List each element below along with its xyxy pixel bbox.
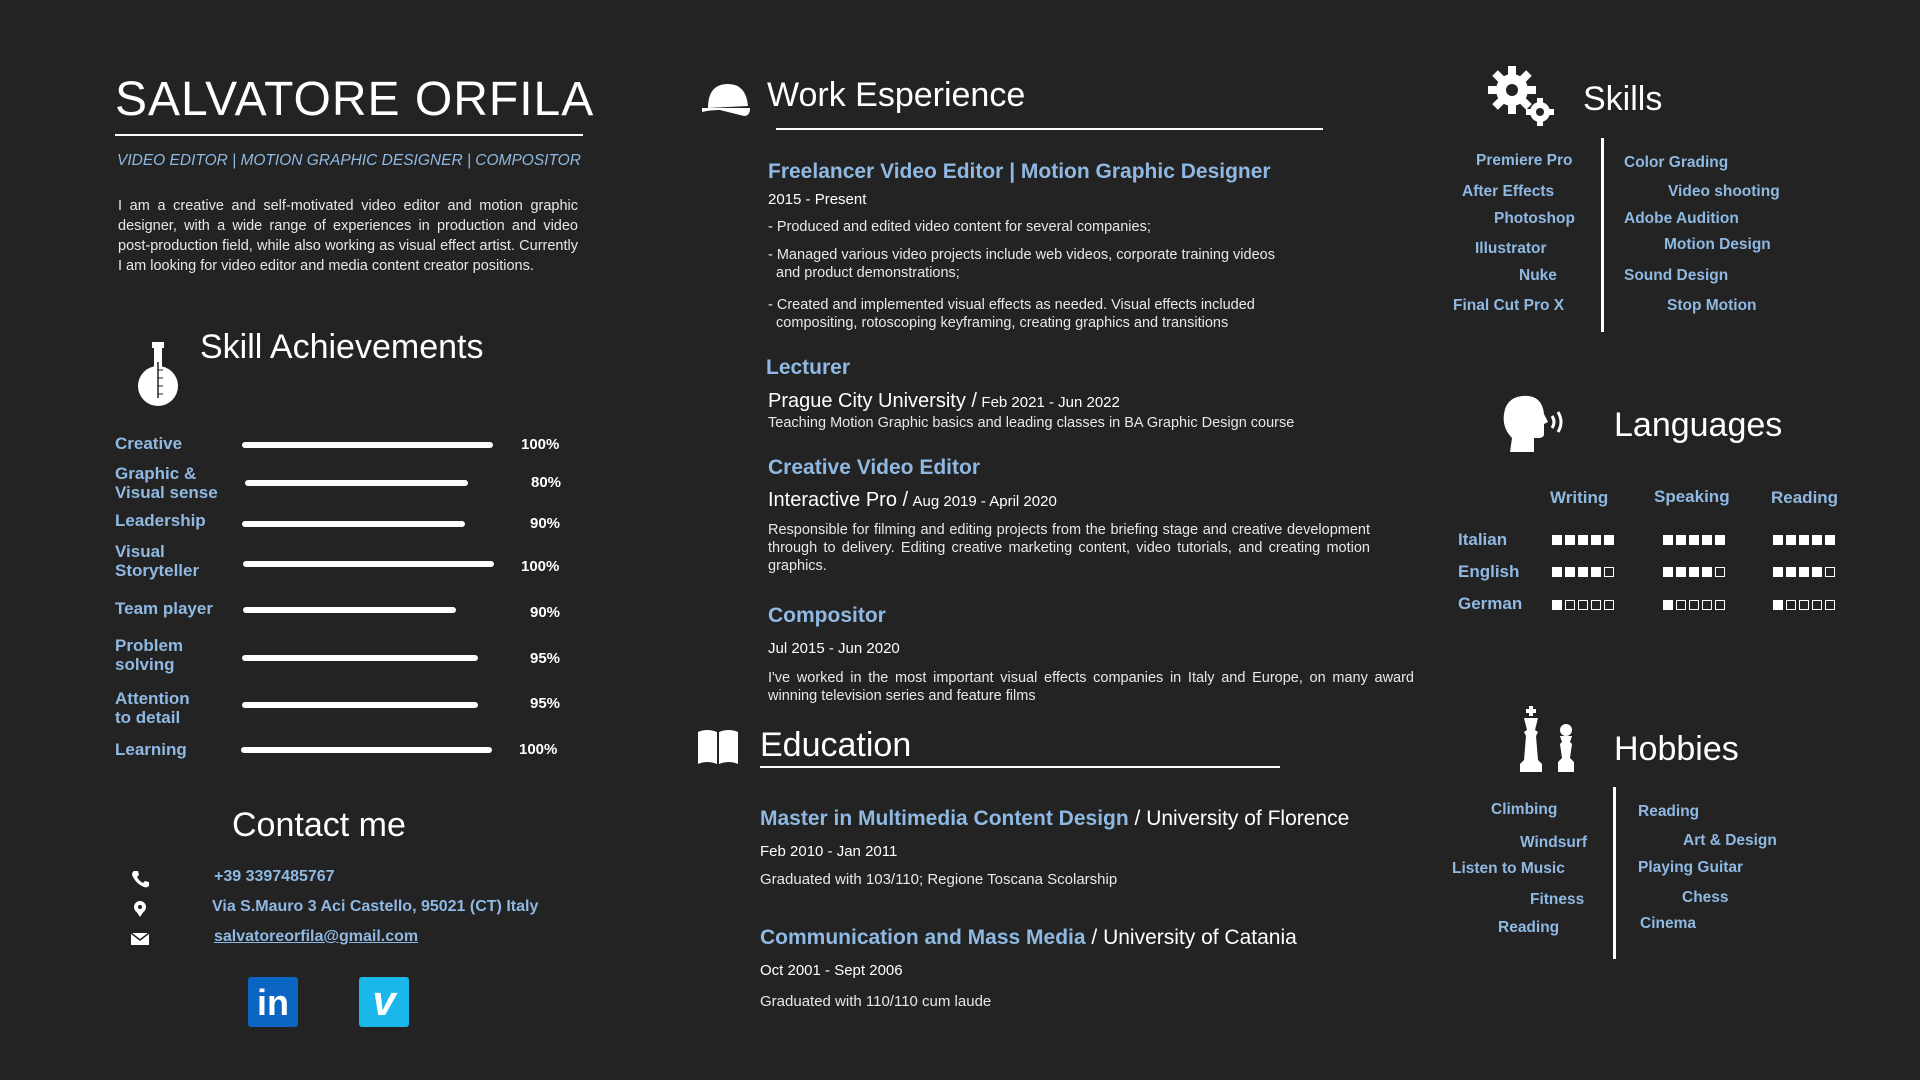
level-square: [1663, 600, 1673, 610]
job-title: Compositor: [768, 604, 886, 627]
skill-achievement-bar: [242, 442, 493, 448]
level-square: [1565, 535, 1575, 545]
chess-pieces-icon: [1516, 706, 1584, 774]
location-pin-icon: [130, 900, 150, 918]
job-org-line: [768, 390, 1120, 413]
level-square: [1812, 600, 1822, 610]
skill-achievement-label: Attention to detail: [115, 689, 190, 727]
education-note: Graduated with 103/110; Regione Toscana Scolarship: [760, 871, 1118, 888]
skill-achievement-label: Graphic & Visual sense: [115, 464, 218, 502]
skill-item: Adobe Audition: [1624, 210, 1739, 227]
skill-achievement-label: Creative: [115, 434, 183, 453]
level-square: [1676, 567, 1686, 577]
level-square: [1825, 567, 1835, 577]
hobby-item: Chess: [1682, 889, 1729, 906]
job-date: 2015 - Present: [768, 191, 867, 208]
skill-item: Premiere Pro: [1476, 152, 1573, 169]
address-text: Via S.Mauro 3 Aci Castello, 95021 (CT) Italy: [212, 898, 539, 915]
language-level-indicator: [1663, 600, 1725, 610]
resume-name: SALVATORE ORFILA: [115, 73, 595, 126]
hobby-item: Playing Guitar: [1638, 859, 1744, 876]
hobby-item: Fitness: [1530, 891, 1585, 908]
skill-achievement-label: Team player: [115, 599, 213, 618]
level-square: [1812, 535, 1822, 545]
level-square: [1578, 600, 1588, 610]
education-underline: [760, 766, 1280, 768]
job-date: Aug 2019 - April 2020: [912, 493, 1057, 510]
languages-title: Languages: [1614, 406, 1783, 444]
level-square: [1676, 600, 1686, 610]
skill-achievement-label: Problem solving: [115, 636, 184, 674]
level-square: [1676, 535, 1686, 545]
language-name: German: [1458, 594, 1523, 613]
job-org-line: [768, 489, 1057, 512]
hobby-item: Reading: [1498, 919, 1560, 936]
education-title: Education: [760, 726, 912, 764]
hobby-item: Listen to Music: [1452, 860, 1565, 877]
language-column-header: Speaking: [1654, 487, 1730, 506]
skill-achievement-percent: 100%: [521, 436, 560, 453]
skill-achievement-percent: 90%: [530, 604, 561, 621]
skill-achievement-percent: 100%: [521, 558, 560, 575]
level-square: [1578, 567, 1588, 577]
degree-name: Master in Multimedia Content Design: [760, 807, 1129, 830]
skill-item: Stop Motion: [1667, 297, 1757, 314]
hard-hat-icon: [700, 78, 752, 120]
skill-item: Motion Design: [1664, 236, 1771, 253]
skills-divider: [1601, 138, 1604, 332]
hobbies-title: Hobbies: [1614, 730, 1739, 768]
bio-paragraph: I am a creative and self-motivated video editor and motion graphic designer, with a wide range of experiences in production and video post-production field, while also working as visual effect artist. Currently I am looking for video editor and media content creator positions.: [118, 198, 578, 274]
level-square: [1773, 567, 1783, 577]
skill-achievement-bar: [243, 607, 456, 613]
hobby-item: Cinema: [1640, 915, 1696, 932]
job-organization: Interactive Pro /: [768, 489, 909, 511]
skill-achievement-percent: 80%: [531, 474, 562, 491]
level-square: [1565, 567, 1575, 577]
level-square: [1591, 600, 1601, 610]
level-square: [1591, 535, 1601, 545]
skill-achievement-label: Leadership: [115, 511, 206, 530]
skill-achievement-bar: [245, 480, 468, 486]
level-square: [1715, 567, 1725, 577]
skill-item: Video shooting: [1668, 183, 1780, 200]
level-square: [1663, 535, 1673, 545]
language-level-indicator: [1773, 600, 1835, 610]
level-square: [1604, 535, 1614, 545]
degree-name: Communication and Mass Media: [760, 926, 1086, 949]
level-square: [1715, 600, 1725, 610]
flask-icon: [136, 342, 180, 406]
job-organization: Prague City University /: [768, 390, 977, 412]
level-square: [1565, 600, 1575, 610]
hobby-item: Reading: [1638, 803, 1700, 820]
level-square: [1689, 535, 1699, 545]
level-square: [1604, 567, 1614, 577]
hobby-item: Climbing: [1491, 801, 1558, 818]
level-square: [1812, 567, 1822, 577]
skill-item: Color Grading: [1624, 154, 1729, 171]
school-name: / University of Florence: [1128, 807, 1350, 830]
job-date: Jul 2015 - Jun 2020: [768, 640, 900, 657]
language-level-indicator: [1663, 535, 1725, 545]
skill-achievement-percent: 95%: [530, 650, 561, 667]
skill-achievement-percent: 90%: [530, 515, 561, 532]
level-square: [1715, 535, 1725, 545]
level-square: [1799, 600, 1809, 610]
job-description: Teaching Motion Graphic basics and leading classes in BA Graphic Design course: [768, 415, 1295, 431]
hobby-item: Windsurf: [1520, 834, 1588, 851]
language-level-indicator: [1552, 535, 1614, 545]
level-square: [1604, 600, 1614, 610]
level-square: [1773, 600, 1783, 610]
level-square: [1578, 535, 1588, 545]
linkedin-icon[interactable]: in: [248, 977, 298, 1027]
skill-item: Illustrator: [1475, 240, 1547, 257]
language-level-indicator: [1773, 567, 1835, 577]
education-date: Oct 2001 - Sept 2006: [760, 962, 903, 979]
level-square: [1825, 600, 1835, 610]
language-level-indicator: [1663, 567, 1725, 577]
skill-achievement-label: Visual Storyteller: [115, 542, 200, 580]
skill-achievement-bar: [241, 747, 492, 753]
job-date: Feb 2021 - Jun 2022: [981, 394, 1120, 411]
job-bullet: - Produced and edited video content for several companies;: [768, 219, 1151, 235]
skill-item: Final Cut Pro X: [1453, 297, 1565, 314]
education-note: Graduated with 110/110 cum laude: [760, 993, 992, 1010]
education-entry: [760, 926, 1297, 950]
level-square: [1552, 535, 1562, 545]
language-level-indicator: [1552, 600, 1614, 610]
contact-title: Contact me: [232, 806, 406, 844]
level-square: [1702, 600, 1712, 610]
level-square: [1663, 567, 1673, 577]
skill-item: Photoshop: [1494, 210, 1575, 227]
open-book-icon: [696, 726, 740, 766]
resume-subtitle: VIDEO EDITOR | MOTION GRAPHIC DESIGNER | COMPOSITOR: [117, 152, 581, 169]
skill-achievement-percent: 100%: [519, 741, 558, 758]
language-name: English: [1458, 562, 1520, 581]
vimeo-icon[interactable]: v: [359, 977, 409, 1027]
level-square: [1799, 567, 1809, 577]
skill-achievement-bar: [242, 655, 478, 661]
job-bullet: - Created and implemented visual effects as needed. Visual effects included compositing, rotoscoping keyframing, creating graphics and transitions: [768, 297, 1255, 331]
skill-achievement-bar: [242, 521, 465, 527]
language-name: Italian: [1458, 530, 1508, 549]
level-square: [1689, 567, 1699, 577]
skill-achievements-title: Skill Achievements: [200, 328, 484, 366]
skills-title: Skills: [1583, 80, 1663, 118]
school-name: / University of Catania: [1085, 926, 1297, 949]
skill-item: After Effects: [1462, 183, 1555, 200]
level-square: [1825, 535, 1835, 545]
level-square: [1786, 600, 1796, 610]
skill-achievement-bar: [243, 561, 494, 567]
email-link[interactable]: salvatoreorfila@gmail.com: [214, 928, 419, 945]
level-square: [1702, 567, 1712, 577]
education-entry: [760, 807, 1349, 831]
level-square: [1786, 567, 1796, 577]
job-description: Responsible for filming and editing projects from the briefing stage and creative development through to delivery. Editing creative marketing content, video tutorials, and creating motion graphics.: [768, 522, 1370, 574]
hobby-item: Art & Design: [1683, 832, 1777, 849]
gears-icon: [1486, 64, 1556, 128]
skill-achievement-percent: 95%: [530, 695, 561, 712]
name-underline: [115, 134, 583, 136]
level-square: [1552, 600, 1562, 610]
level-square: [1552, 567, 1562, 577]
level-square: [1799, 535, 1809, 545]
job-description: I've worked in the most important visual effects companies in Italy and Europe, on many award winning television series and feature films: [768, 670, 1414, 704]
job-bullet: - Managed various video projects include web videos, corporate training videos and product demonstrations;: [768, 247, 1275, 281]
work-underline: [776, 128, 1323, 130]
phone-number[interactable]: +39 3397485767: [214, 868, 335, 885]
job-title: Creative Video Editor: [768, 456, 981, 479]
level-square: [1773, 535, 1783, 545]
language-level-indicator: [1552, 567, 1614, 577]
level-square: [1702, 535, 1712, 545]
language-column-header: Writing: [1550, 488, 1609, 507]
level-square: [1591, 567, 1601, 577]
phone-icon: [130, 870, 150, 888]
skill-achievement-bar: [242, 702, 478, 708]
skill-item: Nuke: [1519, 267, 1557, 284]
language-column-header: Reading: [1771, 488, 1839, 507]
level-square: [1786, 535, 1796, 545]
level-square: [1689, 600, 1699, 610]
hobbies-divider: [1613, 787, 1616, 959]
skill-item: Sound Design: [1624, 267, 1729, 284]
language-level-indicator: [1773, 535, 1835, 545]
speaking-head-icon: [1502, 394, 1566, 454]
work-experience-title: Work Esperience: [767, 76, 1026, 114]
skill-achievement-label: Learning: [115, 740, 187, 759]
job-title: Freelancer Video Editor | Motion Graphic Designer: [768, 160, 1271, 183]
job-title: Lecturer: [766, 356, 851, 379]
education-date: Feb 2010 - Jan 2011: [760, 843, 898, 860]
envelope-icon: [130, 930, 150, 948]
